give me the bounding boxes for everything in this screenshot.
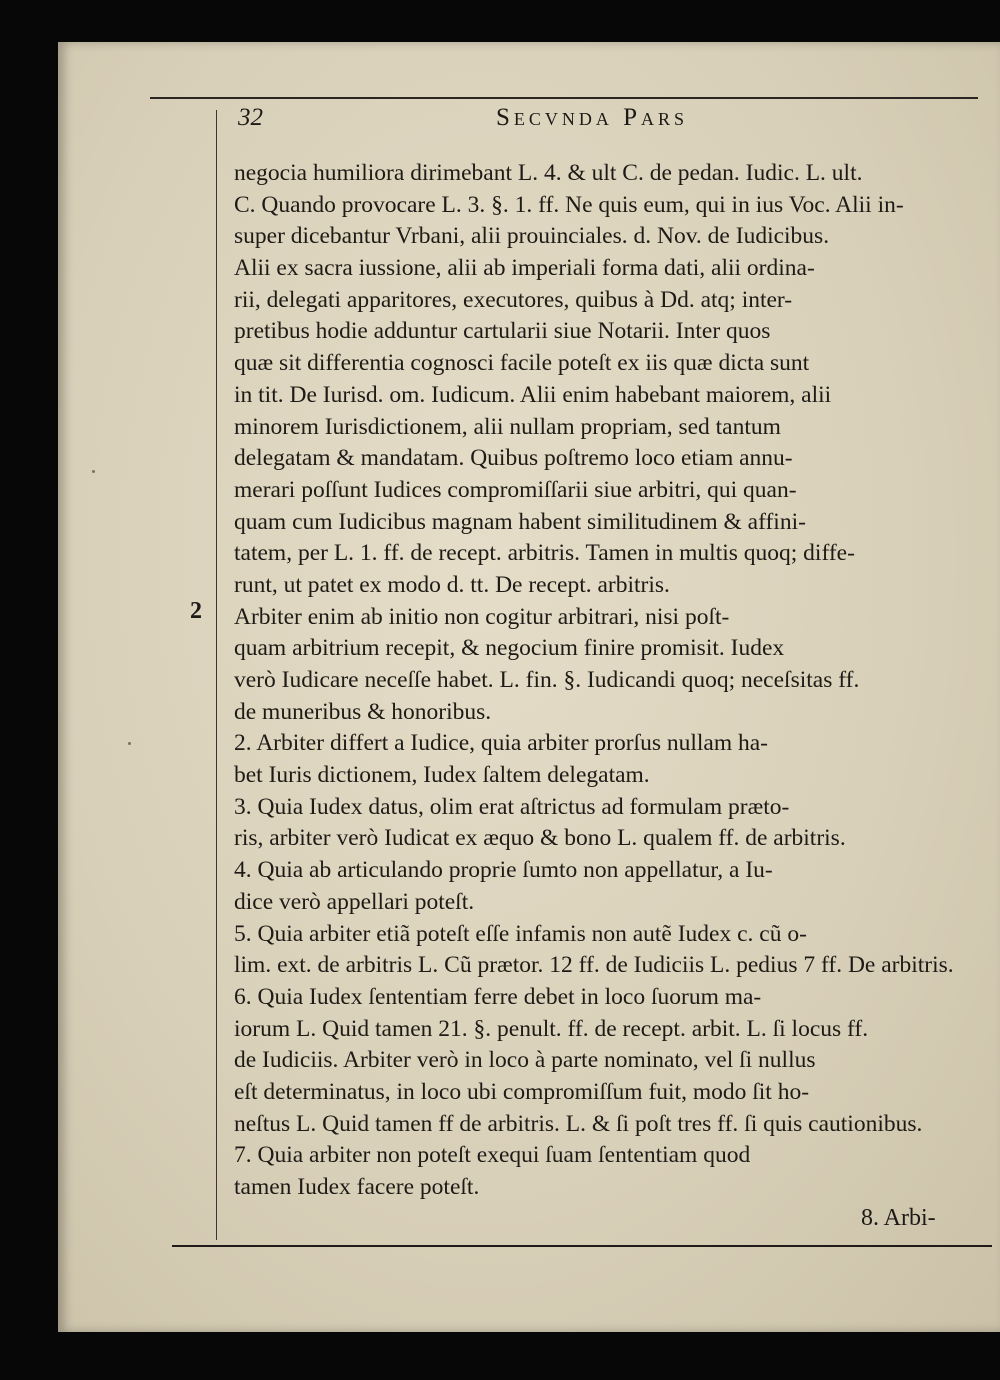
text-line: 7. Quia arbiter non poteſt exequi ſuam ſententiam quod <box>234 1142 751 1169</box>
text-line: runt, ut patet ex modo d. tt. De recept. arbitris. <box>234 571 670 598</box>
margin-rule <box>216 110 217 1240</box>
paper-speck <box>128 742 131 745</box>
text-line: dice verò appellari poteſt. <box>234 888 475 915</box>
text-line: minorem Iurisdictionem, alii nullam propriam, sed tantum <box>234 413 781 440</box>
text-line: de muneribus & honoribus. <box>234 698 492 725</box>
margin-note: 2 <box>190 598 202 624</box>
text-line: 3. Quia Iudex datus, olim erat aſtrictus ad formulam præto- <box>234 793 790 820</box>
text-line: verò Iudicare neceſſe habet. L. fin. §. Iudicandi quoq; neceſsitas ff. <box>234 667 860 693</box>
text-line: 6. Quia Iudex ſententiam ferre debet in loco ſuorum ma- <box>234 983 762 1010</box>
text-line: Arbiter enim ab initio non cogitur arbitrari, nisi poſt- <box>234 603 730 630</box>
text-line: C. Quando provocare L. 3. §. 1. ff. Ne quis eum, qui in ius Voc. Alii in- <box>234 191 904 218</box>
text-line: quam cum Iudicibus magnam habent similitudinem & affini- <box>234 508 806 535</box>
footer-rule <box>172 1245 992 1247</box>
text-line: delegatam & mandatam. Quibus poſtremo loco etiam annu- <box>234 445 793 472</box>
text-line: iorum L. Quid tamen 21. §. penult. ff. de recept. arbit. L. ſi locus ff. <box>234 1015 869 1042</box>
catchword: 8. Arbi- <box>861 1205 936 1231</box>
text-line: Alii ex sacra iussione, alii ab imperiali forma dati, alii ordina- <box>234 255 815 282</box>
text-line: eſt determinatus, in loco ubi compromiſſum fuit, modo ſit ho- <box>234 1078 810 1105</box>
text-line: pretibus hodie adduntur cartularii siue Notarii. Inter quos <box>234 318 771 345</box>
text-line: merari poſſunt Iudices compromiſſarii siue arbitri, qui quan- <box>234 476 797 503</box>
text-line: 2. Arbiter differt a Iudice, quia arbiter prorſus nullam ha- <box>234 730 769 757</box>
text-line: de Iudiciis. Arbiter verò in loco à parte nominato, vel ſi nullus <box>234 1047 816 1074</box>
text-line: quæ sit differentia cognosci facile poteſt ex iis quæ dicta sunt <box>234 350 810 377</box>
text-line: neſtus L. Quid tamen ff de arbitris. L. & ſi poſt tres ff. ſi quis cautionibus. <box>234 1110 923 1137</box>
text-line: in tit. De Iurisd. om. Iudicum. Alii enim habebant maiorem, alii <box>234 381 832 408</box>
page-number: 32 <box>238 104 263 131</box>
text-line: quam arbitrium recepit, & negocium finire promisit. Iudex <box>234 635 785 662</box>
body-text <box>234 158 979 1204</box>
text-line: 5. Quia arbiter etiã poteſt eſſe infamis non autẽ Iudex c. cũ o- <box>234 920 807 947</box>
text-line: bet Iuris dictionem, Iudex ſaltem delegatam. <box>234 762 650 789</box>
text-line: negocia humiliora dirimebant L. 4. & ult C. de pedan. Iudic. L. ult. <box>234 160 863 186</box>
header-rule <box>150 97 978 99</box>
running-head: Secvnda Pars <box>496 104 689 131</box>
text-line: super dicebantur Vrbani, alii prouinciales. d. Nov. de Iudicibus. <box>234 223 830 250</box>
text-line: rii, delegati apparitores, executores, quibus à Dd. atq; inter- <box>234 286 793 313</box>
text-line: lim. ext. de arbitris L. Cũ prætor. 12 ff. de Iudiciis L. pedius 7 ff. De arbitris. <box>234 952 954 979</box>
text-line: tatem, per L. 1. ff. de recept. arbitris. Tamen in multis quoq; diffe- <box>234 540 855 567</box>
text-line: 4. Quia ab articulando proprie ſumto non appellatur, a Iu- <box>234 857 773 884</box>
text-line: tamen Iudex facere poteſt. <box>234 1174 480 1200</box>
text-line: ris, arbiter verò Iudicat ex æquo & bono L. qualem ff. de arbitris. <box>234 825 846 852</box>
paper-speck <box>92 470 95 473</box>
